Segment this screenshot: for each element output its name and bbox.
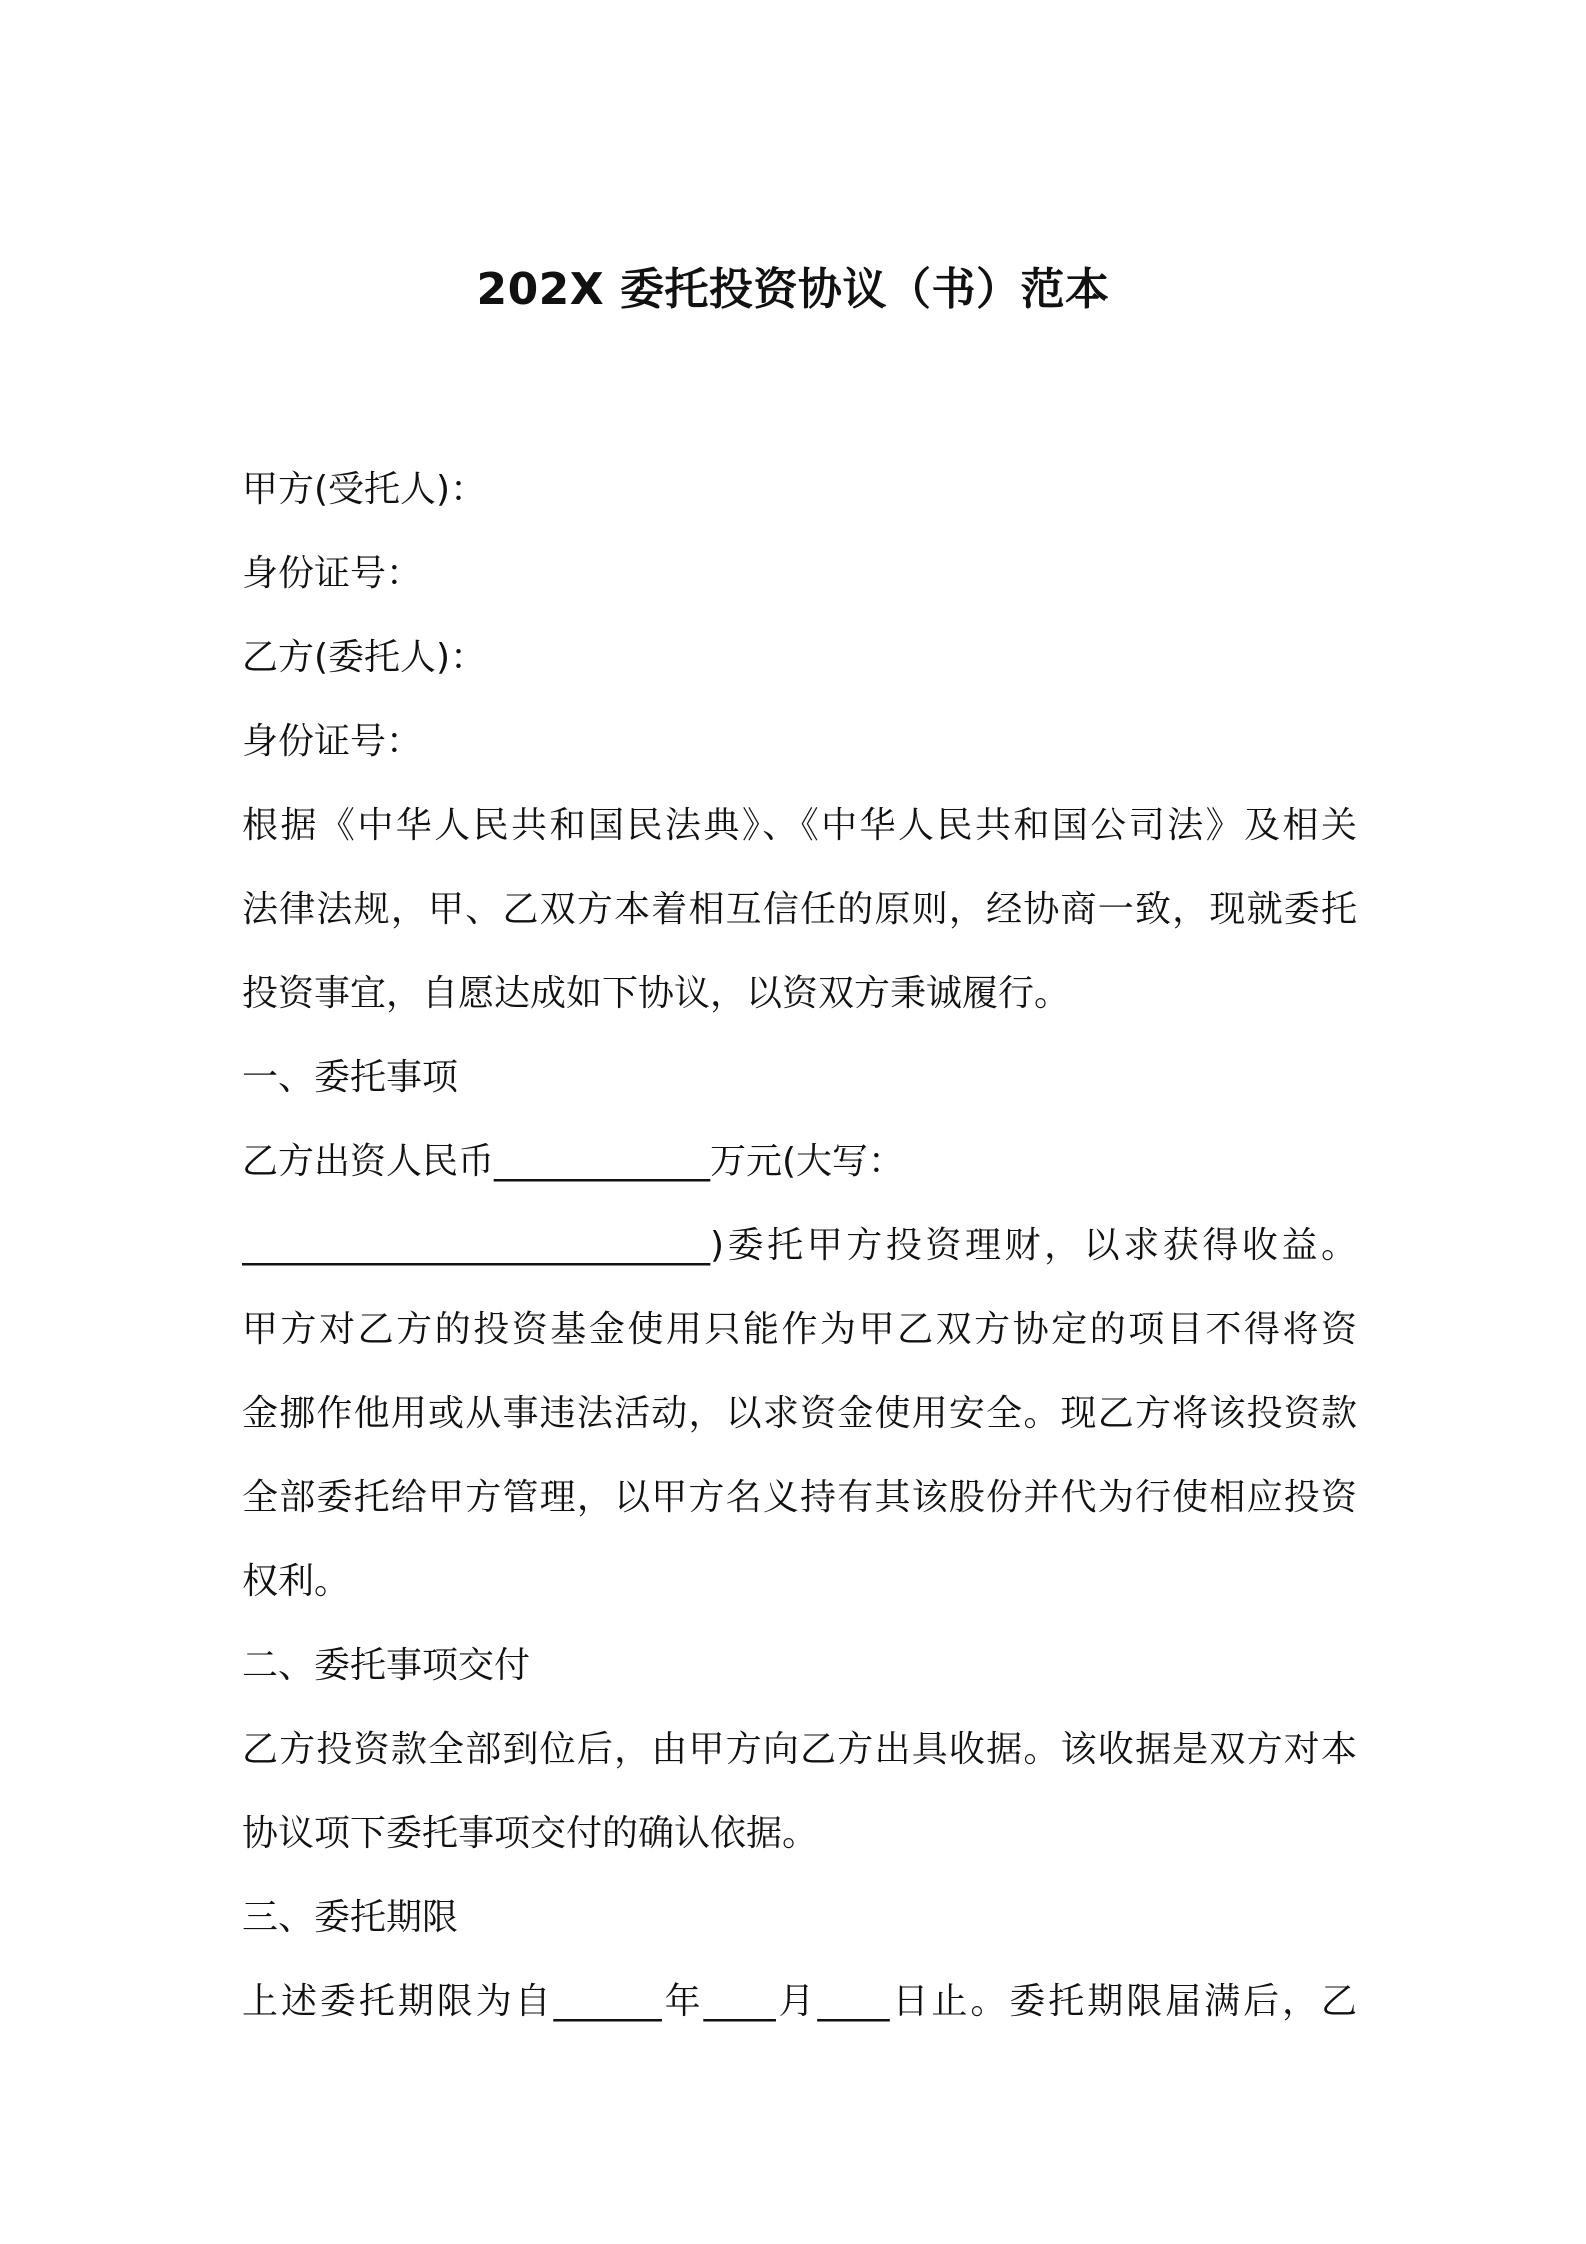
document-title: 202X 委托投资协议（书）范本	[476, 264, 1110, 315]
party-a-line: 甲方(受托人)：	[242, 469, 487, 510]
party-b-line: 乙方(委托人)：	[242, 637, 487, 678]
section-1-line-5: 全部委托给甲方管理，以甲方名义持有其该股份并代为行使相应投资	[242, 1477, 1357, 1518]
section-2-line-1: 乙方投资款全部到位后，由甲方向乙方出具收据。该收据是双方对本	[242, 1729, 1357, 1770]
section-heading-3: 三、委托期限	[242, 1897, 459, 1938]
document-body	[242, 448, 1357, 2044]
section-heading-1: 一、委托事项	[242, 1057, 459, 1098]
section-1-line-4: 金挪作他用或从事违法活动，以求资金使用安全。现乙方将该投资款	[242, 1393, 1357, 1434]
preamble-line-2: 法律法规，甲、乙双方本着相互信任的原则，经协商一致，现就委托	[242, 889, 1357, 930]
section-1-line-6: 权利。	[242, 1561, 351, 1602]
preamble-line-3: 投资事宜，自愿达成如下协议，以资双方秉诚履行。	[242, 973, 1071, 1014]
preamble-line-1: 根据《中华人民共和国民法典》、《中华人民共和国公司法》及相关	[242, 805, 1357, 846]
party-a-id-line: 身份证号：	[242, 553, 423, 594]
section-1-line-3: 甲方对乙方的投资基金使用只能作为甲乙双方协定的项目不得将资	[242, 1309, 1357, 1350]
section-1-line-1: 乙方出资人民币____________万元(大写：	[242, 1141, 905, 1182]
section-1-line-2: __________________________)委托甲方投资理财，以求获得收益。	[242, 1225, 1357, 1266]
section-2-line-2: 协议项下委托事项交付的确认依据。	[242, 1813, 819, 1854]
section-3-line-1: 上述委托期限为自______年____月____日止。委托期限届满后，乙	[242, 1981, 1357, 2022]
section-heading-2: 二、委托事项交付	[242, 1645, 531, 1686]
party-b-id-line: 身份证号：	[242, 721, 423, 762]
